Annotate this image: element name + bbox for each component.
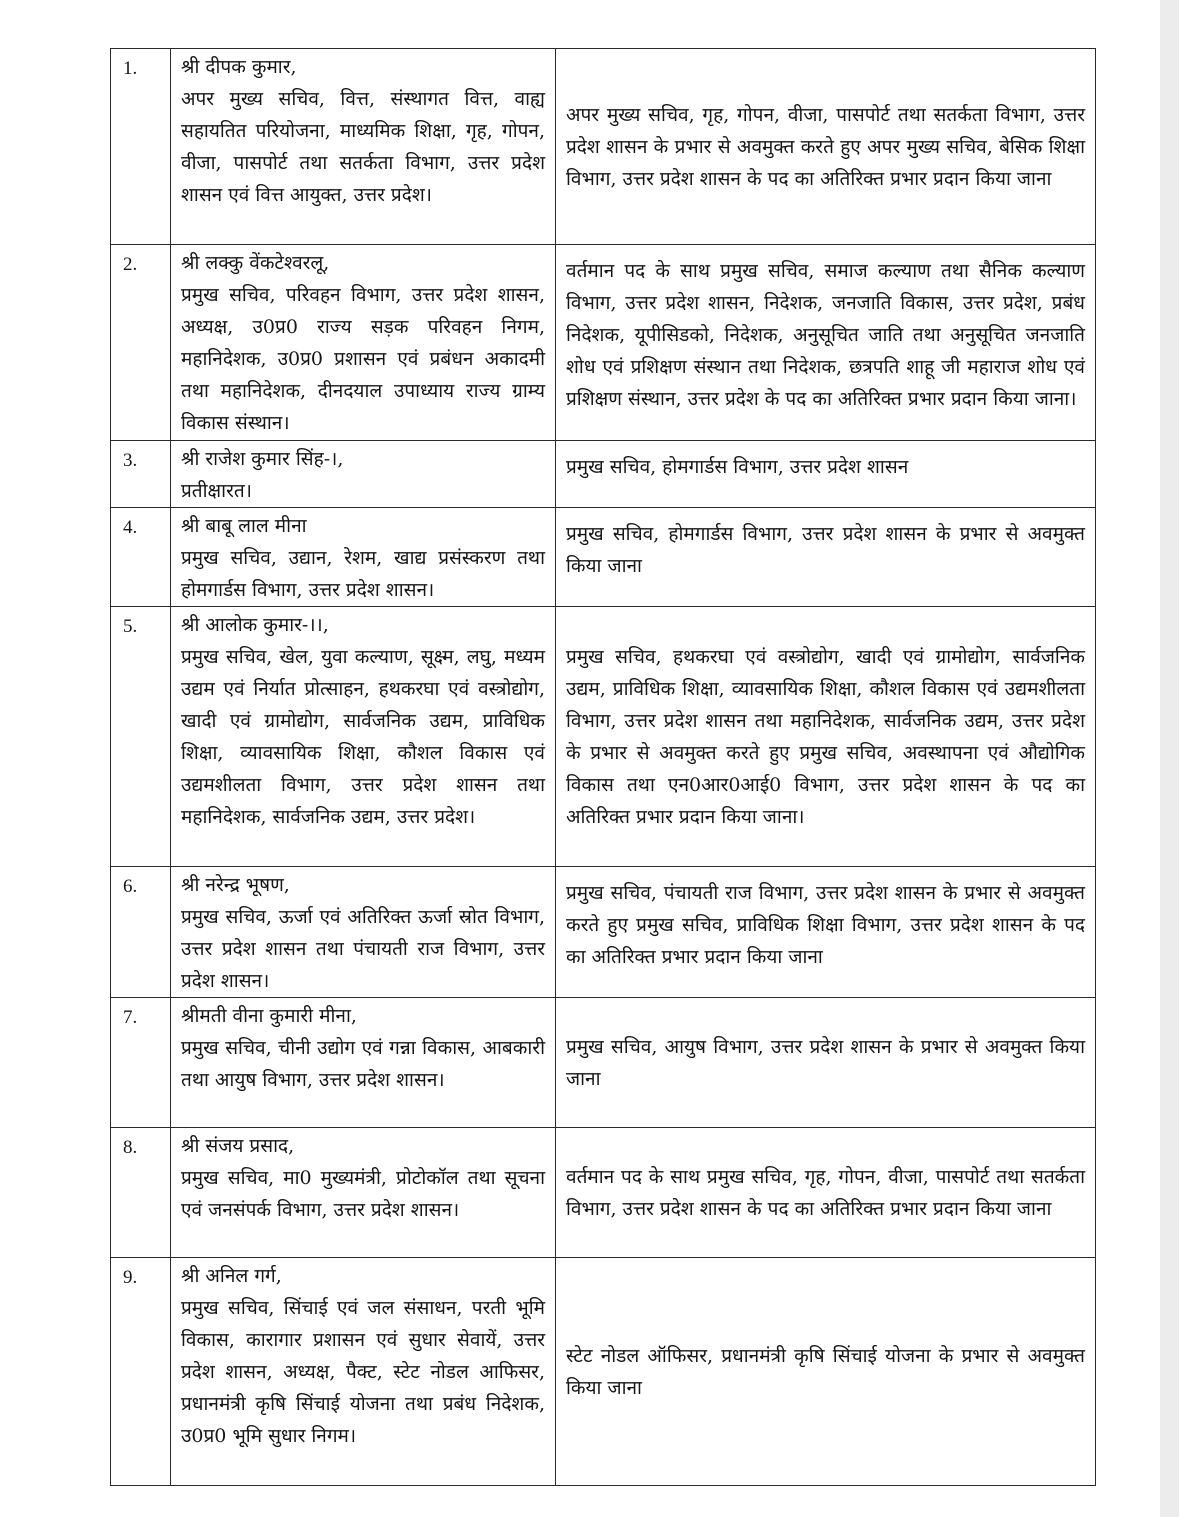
officer-cell bbox=[171, 508, 556, 607]
assignment-change: प्रमुख सचिव, हथकरघा एवं वस्त्रोद्योग, खादी एवं ग्रामोद्योग, सार्वजनिक उद्यम, प्राविधिक शिक्षा, व्यावसायिक शिक्षा, कौशल विकास एवं उद्यमशीलता विभाग, उत्तर प्रदेश शासन तथा महानिदेशक, सार्वजनिक उद्यम, उत्तर प्रदेश के प्रभार से अवमुक्त करते हुए प्रमुख सचिव, अवस्थापना एवं औद्योगिक विकास तथा एन0आर0आई0 विभाग, उत्तर प्रदेश शासन के पद का अतिरिक्त प्रभार प्रदान किया जाना। bbox=[556, 607, 1096, 867]
table-row bbox=[111, 508, 1096, 607]
officer-name: श्री लक्कु वेंकटेश्वरलू, bbox=[181, 252, 330, 274]
table-row bbox=[111, 1128, 1096, 1258]
serial-number: 2. bbox=[111, 245, 171, 441]
serial-number: 9. bbox=[111, 1258, 171, 1486]
table-row bbox=[111, 49, 1096, 245]
officer-cell bbox=[171, 1258, 556, 1486]
officer-name: श्री आलोक कुमार-।।, bbox=[181, 614, 329, 636]
table-row bbox=[111, 245, 1096, 441]
officer-current-post: अपर मुख्य सचिव, वित्त, संस्थागत वित्त, वाह्य सहायतित परियोजना, माध्यमिक शिक्षा, गृह, गोपन, वीजा, पासपोर्ट तथा सतर्कता विभाग, उत्तर प्रदेश शासन एवं वित्त आयुक्त, उत्तर प्रदेश। bbox=[181, 88, 545, 206]
assignment-change: वर्तमान पद के साथ प्रमुख सचिव, गृह, गोपन, वीजा, पासपोर्ट तथा सतर्कता विभाग, उत्तर प्रदेश शासन के पद का अतिरिक्त प्रभार प्रदान किया जाना bbox=[556, 1128, 1096, 1258]
serial-number: 3. bbox=[111, 441, 171, 508]
serial-number: 4. bbox=[111, 508, 171, 607]
officer-current-post: प्रमुख सचिव, उद्यान, रेशम, खाद्य प्रसंस्करण तथा होमगार्डस विभाग, उत्तर प्रदेश शासन। bbox=[181, 547, 545, 601]
officer-current-post: प्रमुख सचिव, परिवहन विभाग, उत्तर प्रदेश शासन, अध्यक्ष, उ0प्र0 राज्य सड़क परिवहन निगम, महानिदेशक, उ0प्र0 प्रशासन एवं प्रबंधन अकादमी तथा महानिदेशक, दीनदयाल उपाध्याय राज्य ग्राम्य विकास संस्थान। bbox=[181, 284, 545, 434]
assignment-change: प्रमुख सचिव, पंचायती राज विभाग, उत्तर प्रदेश शासन के प्रभार से अवमुक्त करते हुए प्रमुख सचिव, प्राविधिक शिक्षा विभाग, उत्तर प्रदेश शासन के पद का अतिरिक्त प्रभार प्रदान किया जाना bbox=[556, 867, 1096, 998]
officer-cell bbox=[171, 245, 556, 441]
serial-number: 1. bbox=[111, 49, 171, 245]
officer-cell bbox=[171, 998, 556, 1128]
table-row bbox=[111, 1258, 1096, 1486]
serial-number: 7. bbox=[111, 998, 171, 1128]
table-row bbox=[111, 607, 1096, 867]
officer-name: श्री संजय प्रसाद, bbox=[181, 1135, 295, 1157]
officer-cell bbox=[171, 867, 556, 998]
assignment-change: प्रमुख सचिव, होमगार्डस विभाग, उत्तर प्रदेश शासन के प्रभार से अवमुक्त किया जाना bbox=[556, 508, 1096, 607]
assignment-change: वर्तमान पद के साथ प्रमुख सचिव, समाज कल्याण तथा सैनिक कल्याण विभाग, उत्तर प्रदेश शासन, निदेशक, जनजाति विकास, उत्तर प्रदेश, प्रबंध निदेशक, यूपीसिडको, निदेशक, अनुसूचित जाति तथा अनुसूचित जनजाति शोध एवं प्रशिक्षण संस्थान तथा निदेशक, छत्रपति शाहू जी महाराज शोध एवं प्रशिक्षण संस्थान, उत्तर प्रदेश के पद का अतिरिक्त प्रभार प्रदान किया जाना। bbox=[556, 245, 1096, 441]
officer-current-post: प्रमुख सचिव, चीनी उद्योग एवं गन्ना विकास, आबकारी तथा आयुष विभाग, उत्तर प्रदेश शासन। bbox=[181, 1037, 545, 1091]
officer-cell bbox=[171, 607, 556, 867]
serial-number: 5. bbox=[111, 607, 171, 867]
assignment-change: स्टेट नोडल ऑफिसर, प्रधानमंत्री कृषि सिंचाई योजना के प्रभार से अवमुक्त किया जाना bbox=[556, 1258, 1096, 1486]
officer-name: श्री अनिल गर्ग, bbox=[181, 1265, 282, 1287]
officer-current-post: प्रमुख सचिव, मा0 मुख्यमंत्री, प्रोटोकॉल तथा सूचना एवं जनसंपर्क विभाग, उत्तर प्रदेश शासन। bbox=[181, 1167, 545, 1221]
assignment-change: प्रमुख सचिव, आयुष विभाग, उत्तर प्रदेश शासन के प्रभार से अवमुक्त किया जाना bbox=[556, 998, 1096, 1128]
officer-current-post: प्रमुख सचिव, ऊर्जा एवं अतिरिक्त ऊर्जा स्रोत विभाग, उत्तर प्रदेश शासन तथा पंचायती राज विभाग, उत्तर प्रदेश शासन। bbox=[181, 906, 545, 992]
transfer-orders-table bbox=[110, 48, 1096, 1486]
table-row bbox=[111, 998, 1096, 1128]
officer-current-post: प्रमुख सचिव, सिंचाई एवं जल संसाधन, परती भूमि विकास, कारागार प्रशासन एवं सुधार सेवायें, उत्तर प्रदेश शासन, अध्यक्ष, पैक्ट, स्टेट नोडल आफिसर, प्रधानमंत्री कृषि सिंचाई योजना तथा प्रबंध निदेशक, उ0प्र0 भूमि सुधार निगम। bbox=[181, 1297, 545, 1447]
table-row bbox=[111, 867, 1096, 998]
officer-name: श्री नरेन्द्र भूषण, bbox=[181, 874, 290, 896]
officer-name: श्री राजेश कुमार सिंह-।, bbox=[181, 448, 344, 470]
table-row bbox=[111, 441, 1096, 508]
serial-number: 6. bbox=[111, 867, 171, 998]
officer-cell bbox=[171, 1128, 556, 1258]
page-edge bbox=[1160, 0, 1179, 1517]
serial-number: 8. bbox=[111, 1128, 171, 1258]
assignment-change: अपर मुख्य सचिव, गृह, गोपन, वीजा, पासपोर्ट तथा सतर्कता विभाग, उत्तर प्रदेश शासन के प्रभार से अवमुक्त करते हुए अपर मुख्य सचिव, बेसिक शिक्षा विभाग, उत्तर प्रदेश शासन के पद का अतिरिक्त प्रभार प्रदान किया जाना bbox=[556, 49, 1096, 245]
officer-current-post: प्रमुख सचिव, खेल, युवा कल्याण, सूक्ष्म, लघु, मध्यम उद्यम एवं निर्यात प्रोत्साहन, हथकरघा एवं वस्त्रोद्योग, खादी एवं ग्रामोद्योग, सार्वजनिक उद्यम, प्राविधिक शिक्षा, व्यावसायिक शिक्षा, कौशल विकास एवं उद्यमशीलता विभाग, उत्तर प्रदेश शासन तथा महानिदेशक, सार्वजनिक उद्यम, उत्तर प्रदेश। bbox=[181, 646, 545, 828]
officer-name: श्रीमती वीना कुमारी मीना, bbox=[181, 1005, 357, 1027]
officer-cell bbox=[171, 441, 556, 508]
officer-cell bbox=[171, 49, 556, 245]
officer-name: श्री बाबू लाल मीना bbox=[181, 515, 307, 537]
officer-current-post: प्रतीक्षारत। bbox=[181, 480, 252, 502]
assignment-change: प्रमुख सचिव, होमगार्डस विभाग, उत्तर प्रदेश शासन bbox=[556, 441, 1096, 508]
officer-name: श्री दीपक कुमार, bbox=[181, 56, 297, 78]
